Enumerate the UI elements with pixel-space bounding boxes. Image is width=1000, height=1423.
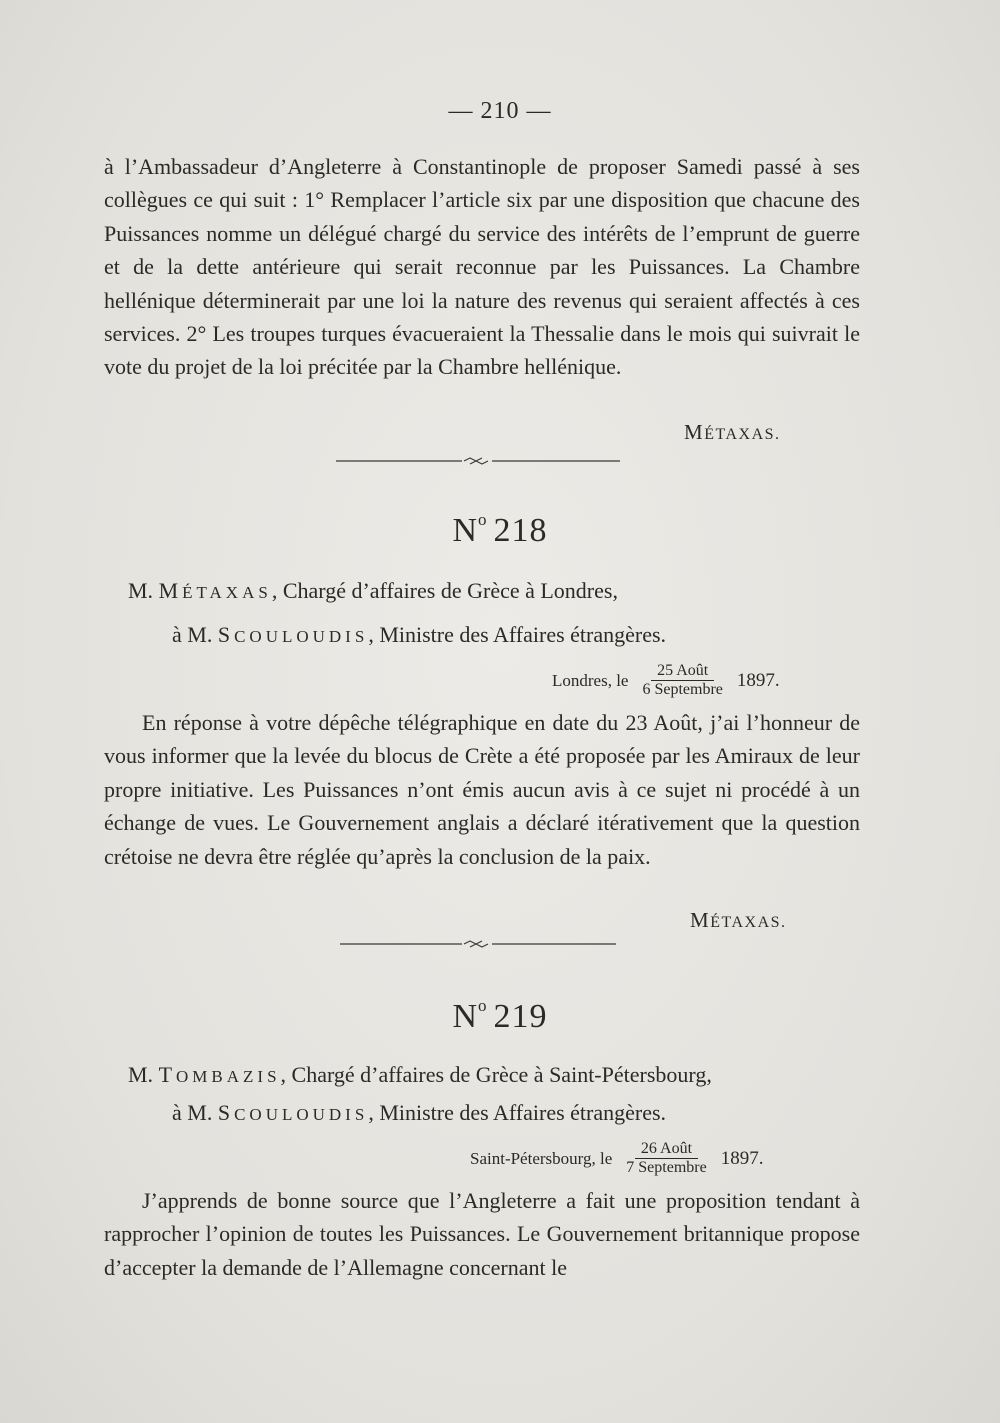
continuation-paragraph: à l’Ambassadeur d’Angleterre à Constantinople de proposer Samedi passé à ses collègues ce qui suit : 1° Remplacer l’article six par une disposition que chacune des Puissances nomme un délégué chargé du service des intérêts de l’emprunt de guerre et de la dette antérieure qui serait reconnue par les Puissances. La Chambre hellénique déterminerait par une loi la nature des revenus qui seraient affectés à ces services. 2° Les troupes turques évacueraient la Thessalie dans le mois qui suivrait le vote du projet de la loi précitée par la Chambre hellénique. — [104, 154, 860, 380]
section-divider — [340, 938, 616, 940]
body-paragraph-219: J’apprends de bonne source que l’Angleterre a fait une proposition tendant à rapprocher l’opinion de toutes les Puissances. Le Gouvernement britannique propose d’accepter la demande de l’Allemagne concernant le — [104, 1188, 860, 1280]
dateline-218: Londres, le $\frac{\text{25 Août}}{\text{6 Septembre}}$ 1897. — [552, 662, 780, 698]
signature-metaxas-1: MÉTAXAS. — [684, 420, 781, 444]
recipient-line-218: à M. SCOULOUDIS, Ministre des Affaires étrangères. — [172, 622, 667, 647]
sender-line-218: M. MÉTAXAS, Chargé d’affaires de Grèce à Londres, — [128, 578, 618, 603]
section-divider — [336, 455, 620, 457]
signature-metaxas-2: MÉTAXAS. — [690, 908, 787, 932]
recipient-line-219: à M. SCOULOUDIS, Ministre des Affaires étrangères. — [172, 1100, 667, 1125]
sender-line-219: M. TOMBAZIS, Chargé d’affaires de Grèce à Saint-Pétersbourg, — [128, 1062, 712, 1087]
dateline-219: Saint-Pétersbourg, le $\frac{\text{26 Août}}{\text{7 Septembre}}$ 1897. — [470, 1140, 764, 1176]
document-number-218: $N^o$ 218 — [452, 509, 548, 549]
body-paragraph-218: En réponse à votre dépêche télégraphique en date du 23 Août, j’ai l’honneur de vous informer que la levée du blocus de Crète a été proposée par les Amiraux de leur propre initiative. Les Puissances n’ont émis aucun avis à ce sujet ni procédé à un échange de vues. Le Gouvernement anglais a déclaré itérativement que la question crétoise ne devra être réglée qu’après la conclusion de la paix. — [104, 710, 860, 869]
page-number: — 210 — — [448, 98, 552, 124]
document-number-219: $N^o$ 219 — [452, 995, 548, 1035]
